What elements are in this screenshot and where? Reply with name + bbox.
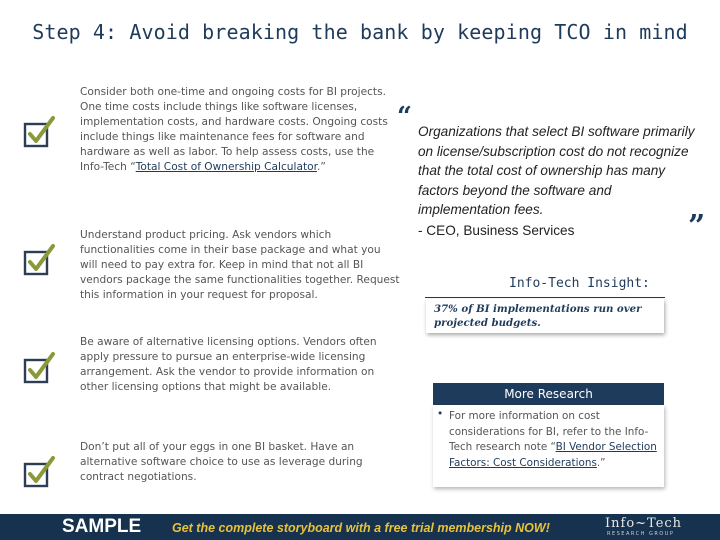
check-box-icon [22,242,56,276]
sample-label: SAMPLE [62,516,142,537]
quote-author: - CEO, Business Services [418,223,575,238]
more-research-text-end: .” [596,456,606,469]
more-research-box [433,405,664,487]
logo-subtext: RESEARCH GROUP [607,531,675,537]
insight-box [426,299,664,333]
list-item: Understand product pricing. Ask vendors which functionalities come in their base package and what you will need to pay extra for. Keep in mind that not all BI vendors package the same functionalities together. Request this information in your request for proposal. [80,229,400,301]
check-box-icon [22,114,56,148]
more-research-text-start: For more information on cost considerations for BI, refer to the Info-Tech research note “ [449,410,649,453]
list-item: Be aware of alternative licensing options. Vendors often apply pressure to pursue an enterprise-wide licensing arrangement. Ask the vendor to provide information on other licensing options that might be available. [80,336,377,393]
check-box-icon [22,350,56,384]
list-item-text: .” [316,161,326,173]
insight-text: 37% of BI implementations run over projected budgets. [434,303,642,329]
close-quote-mark: ” [688,209,706,244]
footer-bar [0,514,720,540]
trial-cta-link[interactable]: Get the complete storyboard with a free trial membership NOW! [172,521,550,535]
quote-text: Organizations that select BI software primarily on license/subscription cost do not recognize that the total cost of ownership has many factors beyond the software and implementation fees. [418,124,695,217]
more-research-header: More Research [433,383,664,405]
research-note-link[interactable]: BI Vendor Selection Factors: Cost Considerations [449,441,657,469]
insight-divider [425,297,665,298]
more-research-text [449,409,659,471]
logo-text: Info~Tech [605,516,683,531]
bullet-icon: • [437,408,444,420]
page-title: Step 4: Avoid breaking the bank by keeping TCO in mind [32,20,688,44]
insight-title: Info-Tech Insight: [509,276,650,291]
check-box-icon [22,454,56,488]
tco-calculator-link[interactable]: Total Cost of Ownership Calculator [135,161,317,173]
list-item-text: Consider both one-time and ongoing costs for BI projects. One time costs include things like software licenses, implementation costs, and hardware costs. Ongoing costs include things like maintenance fees for software and hardware as well as labor. To help assess costs, use the Info-Tech “ [80,86,388,173]
list-item: Don’t put all of your eggs in one BI basket. Have an alternative software choice to use as leverage during contract negotiations. [80,441,363,483]
infotech-logo [605,516,715,538]
open-quote-mark: “ [397,102,412,132]
list-item [80,85,400,175]
